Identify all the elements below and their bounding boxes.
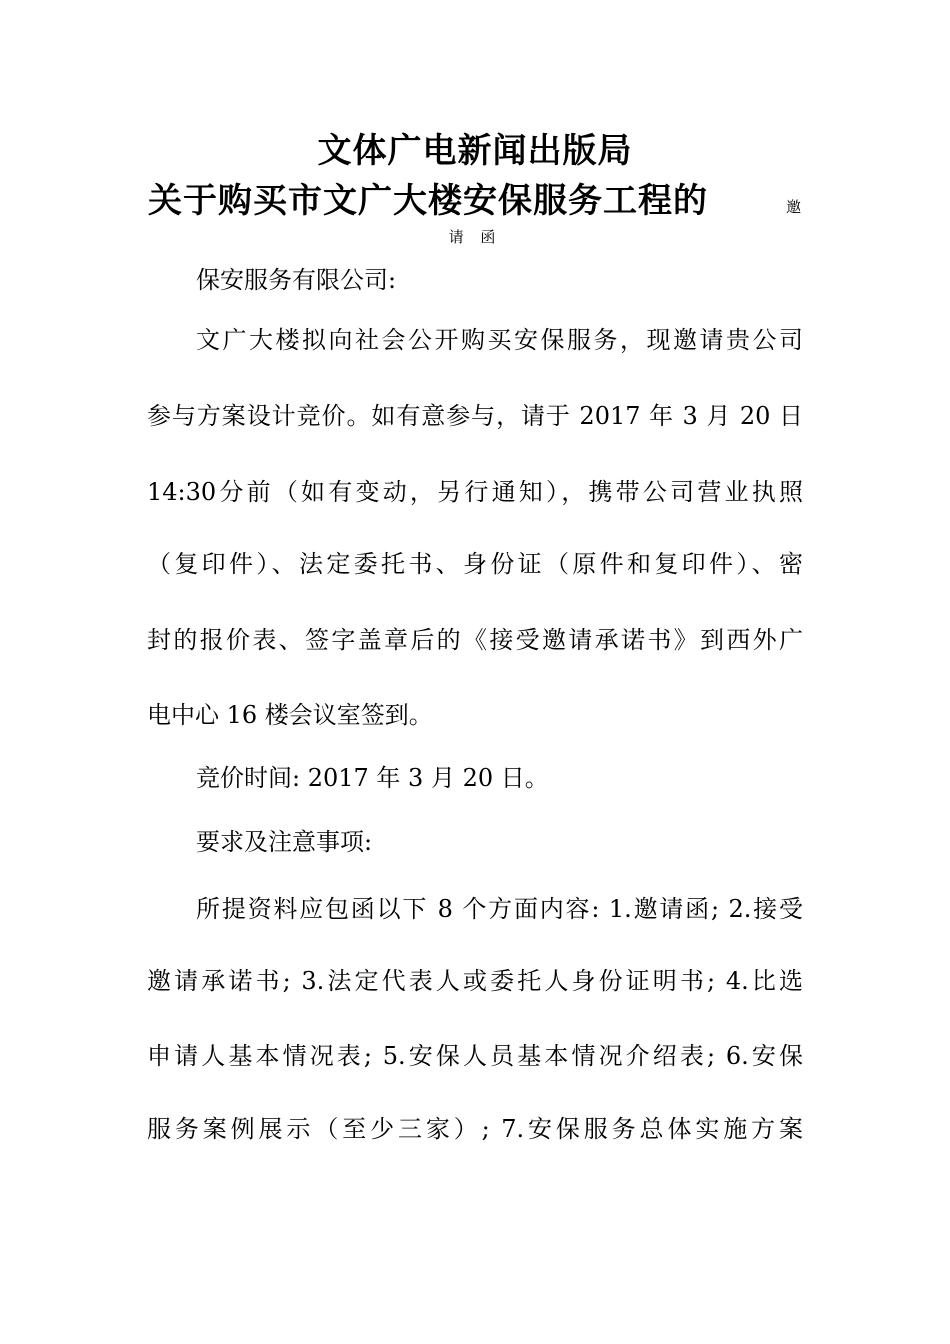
requirements-line: 服务案例展示（至少三家）; 7.安保服务总体实施方案 bbox=[147, 1115, 803, 1143]
requirements-line: 邀请承诺书; 3.法定代表人或委托人身份证明书; 4.比选 bbox=[147, 967, 803, 995]
paragraph-line: 电中心 16 楼会议室签到。 bbox=[147, 701, 433, 729]
salutation: 保安服务有限公司: bbox=[196, 266, 397, 294]
paragraph-line: 参与方案设计竞价。如有意参与，请于 2017 年 3 月 20 日 bbox=[147, 402, 803, 430]
paragraph-line: （复印件）、法定委托书、身份证（原件和复印件）、密 bbox=[147, 550, 803, 578]
paragraph-line: 文广大楼拟向社会公开购买安保服务，现邀请贵公司 bbox=[196, 326, 803, 354]
bid-time: 竞价时间: 2017 年 3 月 20 日。 bbox=[196, 764, 549, 792]
document-title-line1: 文体广电新闻出版局 bbox=[317, 131, 633, 171]
paragraph-line: 封的报价表、签字盖章后的《接受邀请承诺书》到西外广 bbox=[147, 626, 803, 654]
document-title-line2-tail: 邀 bbox=[786, 198, 802, 216]
requirements-heading: 要求及注意事项: bbox=[196, 828, 373, 856]
document-title-line2: 关于购买市文广大楼安保服务工程的 bbox=[148, 181, 708, 221]
requirements-line: 申请人基本情况表; 5.安保人员基本情况介绍表; 6.安保 bbox=[147, 1042, 803, 1070]
requirements-line: 所提资料应包函以下 8 个方面内容: 1.邀请函; 2.接受 bbox=[196, 895, 803, 923]
paragraph-line: 14:30分前（如有变动，另行通知），携带公司营业执照 bbox=[147, 478, 803, 506]
document-subtitle: 请 函 bbox=[448, 228, 502, 246]
